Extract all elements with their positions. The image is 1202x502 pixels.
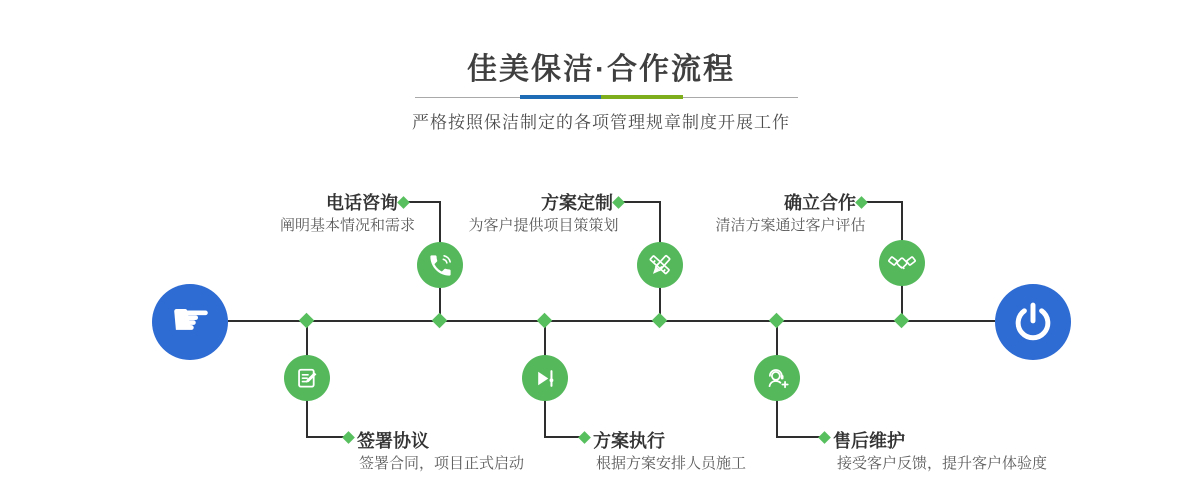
step-node-plan (637, 242, 683, 288)
step-title-execution: 方案执行 (593, 431, 665, 451)
power-icon (1011, 300, 1055, 344)
timeline-node-diamond (652, 313, 668, 329)
label-diamond (855, 196, 868, 209)
end-node (995, 284, 1071, 360)
step-desc-execution: 根据方案安排人员施工 (596, 455, 747, 472)
timeline-node-diamond (894, 313, 910, 329)
step-node-aftersale (754, 355, 800, 401)
timeline-main-line (228, 320, 995, 322)
step-title-agreement: 签署协议 (357, 431, 429, 451)
divider-accent-green (601, 95, 683, 99)
page-subtitle: 严格按照保洁制定的各项管理规章制度开展工作 (412, 113, 790, 132)
timeline-node-diamond (537, 313, 553, 329)
step-node-execution (522, 355, 568, 401)
label-diamond (818, 431, 831, 444)
timeline-node-diamond (432, 313, 448, 329)
page-title: 佳美保洁·合作流程 (467, 53, 735, 86)
document-sign-icon (294, 365, 321, 392)
step-title-plan: 方案定制 (541, 193, 613, 213)
timeline-node-diamond (769, 313, 785, 329)
timeline-node-diamond (299, 313, 315, 329)
step-title-aftersale: 售后维护 (833, 431, 905, 451)
label-diamond (612, 196, 625, 209)
label-diamond (397, 196, 410, 209)
step-title-cooperation: 确立合作 (784, 193, 856, 213)
step-desc-cooperation: 清洁方案通过客户评估 (715, 217, 866, 234)
step-desc-agreement: 签署合同，项目正式启动 (359, 455, 525, 472)
phone-icon (427, 252, 454, 279)
handshake-icon (888, 249, 916, 277)
headset-plus-icon (763, 364, 791, 392)
play-execute-icon (532, 365, 559, 392)
step-node-agreement (284, 355, 330, 401)
step-node-phone (417, 242, 463, 288)
label-diamond (578, 431, 591, 444)
pointing-hand-icon: ☛ (170, 292, 212, 346)
step-node-cooperation (879, 240, 925, 286)
step-title-phone: 电话咨询 (326, 193, 398, 213)
divider-accent-blue (520, 95, 601, 99)
step-desc-aftersale: 接受客户反馈，提升客户体验度 (837, 455, 1048, 472)
start-node (152, 284, 228, 360)
step-desc-plan: 为客户提供项目策策划 (468, 217, 619, 234)
label-diamond (342, 431, 355, 444)
pencil-ruler-icon (647, 252, 674, 279)
step-desc-phone: 阐明基本情况和需求 (279, 217, 415, 234)
